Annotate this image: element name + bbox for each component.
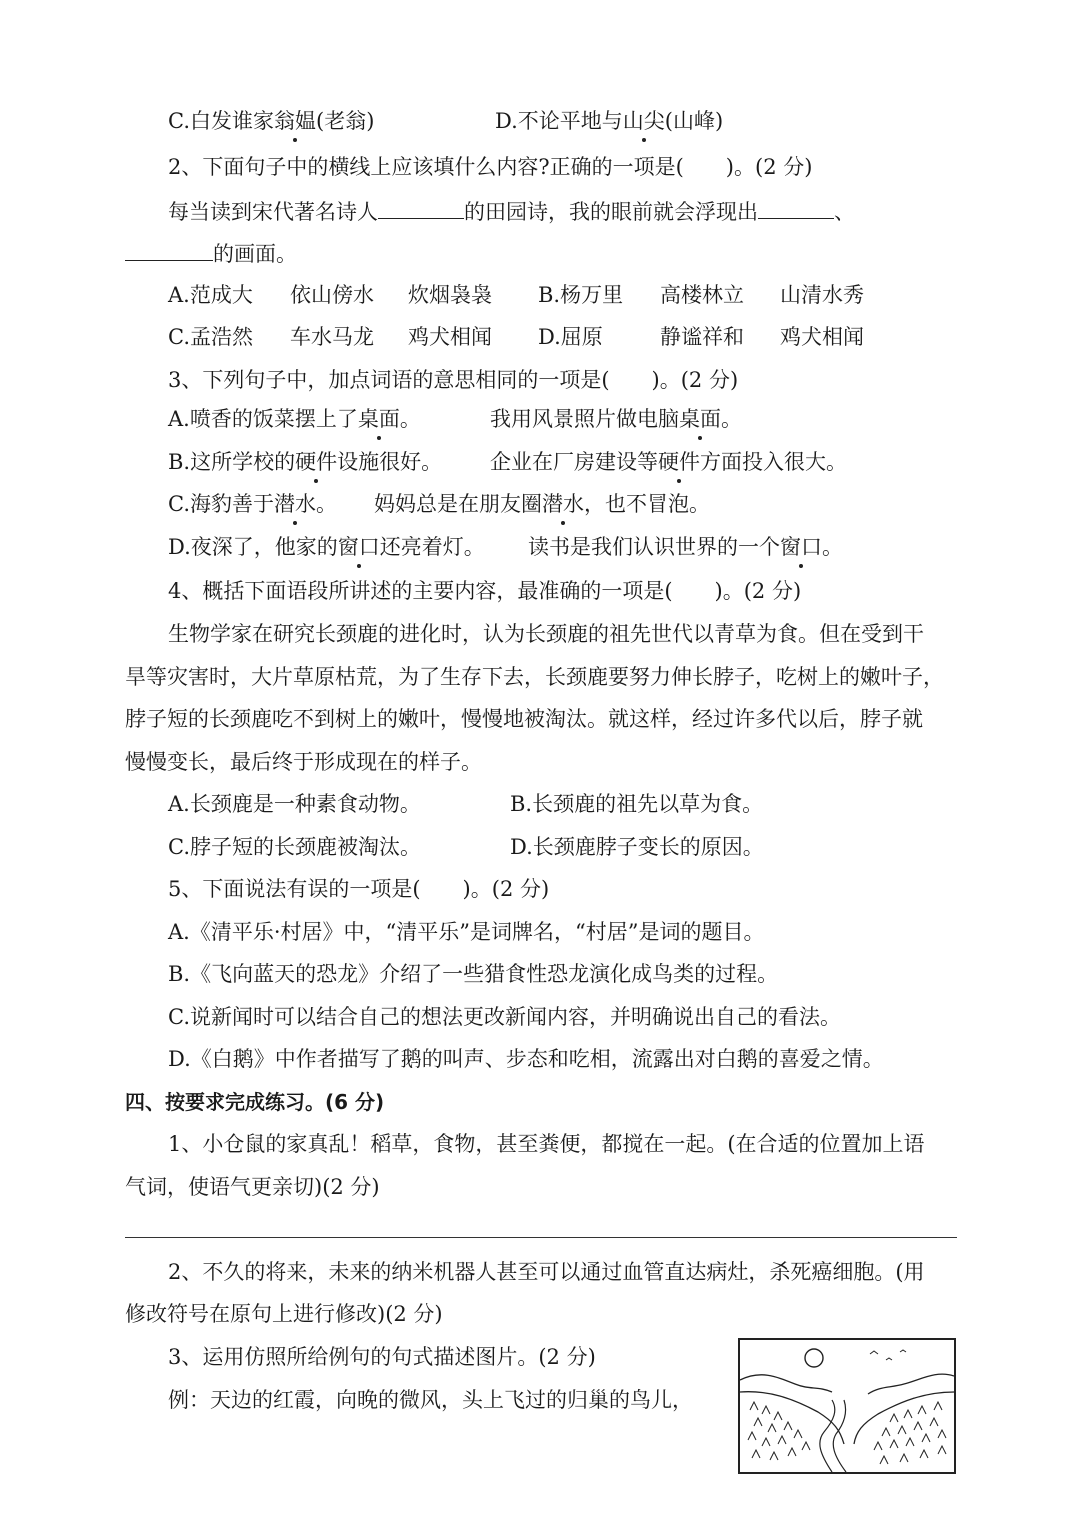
q5-option-d: D.《白鹅》中作者描写了鹅的叫声、步态和吃相，流露出对白鹅的喜爱之情。 (168, 1047, 884, 1071)
q4-option-d: D.长颈鹿脖子变长的原因。 (510, 835, 764, 859)
q2-sentence-line2: 的画面。 (125, 240, 297, 268)
sec4-item1-line2: 气词，使语气更亲切)(2 分) (125, 1175, 380, 1199)
sec4-item2-line2: 修改符号在原句上进行修改)(2 分) (125, 1302, 443, 1326)
q3-stem: 3、下列句子中，加点词语的意思相同的一项是( )。(2 分) (168, 368, 739, 392)
sec4-item2-line1: 2、不久的将来，未来的纳米机器人甚至可以通过血管直达病灶，杀死癌细胞。(用 (168, 1260, 925, 1284)
q4-passage-line: 慢慢变长，最后终于形成现在的样子。 (125, 750, 482, 774)
answer-line[interactable] (125, 1237, 957, 1238)
q2-blank-3[interactable] (125, 240, 213, 261)
q4-option-a: A.长颈鹿是一种素食动物。 (168, 792, 421, 816)
q5-option-c: C.说新闻时可以结合自己的想法更改新闻内容，并明确说出自己的看法。 (168, 1005, 841, 1029)
q5-stem: 5、下面说法有误的一项是( )。(2 分) (168, 877, 550, 901)
section-4-title: 四、按要求完成练习。(6 分) (125, 1090, 385, 1114)
q4-option-c: C.脖子短的长颈鹿被淘汰。 (168, 835, 421, 859)
q4-passage-line: 脖子短的长颈鹿吃不到树上的嫩叶，慢慢地被淘汰。就这样，经过许多代以后，脖子就 (125, 707, 923, 731)
q5-option-b: B.《飞向蓝天的恐龙》介绍了一些猎食性恐龙演化成鸟类的过程。 (168, 962, 779, 986)
q4-passage-line: 旱等灾害时，大片草原枯荒，为了生存下去，长颈鹿要努力伸长脖子，吃树上的嫩叶子， (125, 665, 944, 689)
q1-d-dotted: 山尖 (622, 109, 665, 133)
landscape-drawing-icon (738, 1338, 956, 1474)
q4-option-b: B.长颈鹿的祖先以草为食。 (510, 792, 764, 816)
q2-stem: 2、下面句子中的横线上应该填什么内容?正确的一项是( )。(2 分) (168, 155, 813, 179)
q2-blank-1[interactable] (378, 198, 464, 219)
q2-blank-2[interactable] (758, 198, 834, 219)
q2-sentence-line1: 每当读到宋代著名诗人 的田园诗，我的眼前就会浮现出 、 (168, 200, 855, 224)
sec4-example: 例：天边的红霞，向晚的微风，头上飞过的归巢的鸟儿， (168, 1388, 693, 1412)
q1-option-c: C.白发谁家翁媪(老翁) (168, 109, 375, 133)
q4-stem: 4、概括下面语段所讲述的主要内容，最准确的一项是( )。(2 分) (168, 579, 802, 603)
sec4-item3: 3、运用仿照所给例句的句式描述图片。(2 分) (168, 1345, 596, 1369)
q5-option-a: A.《清平乐·村居》中，“清平乐”是词牌名，“村居”是词的题目。 (168, 920, 765, 944)
sec4-item1-line1: 1、小仓鼠的家真乱！稻草，食物，甚至粪便，都搅在一起。(在合适的位置加上语 (168, 1132, 925, 1156)
q4-passage-line: 生物学家在研究长颈鹿的进化时，认为长颈鹿的祖先世代以青草为食。但在受到干 (168, 622, 924, 646)
q1-c-dotted: 翁媪 (274, 109, 316, 133)
q1-option-d: D.不论平地与山尖(山峰) (495, 109, 724, 133)
